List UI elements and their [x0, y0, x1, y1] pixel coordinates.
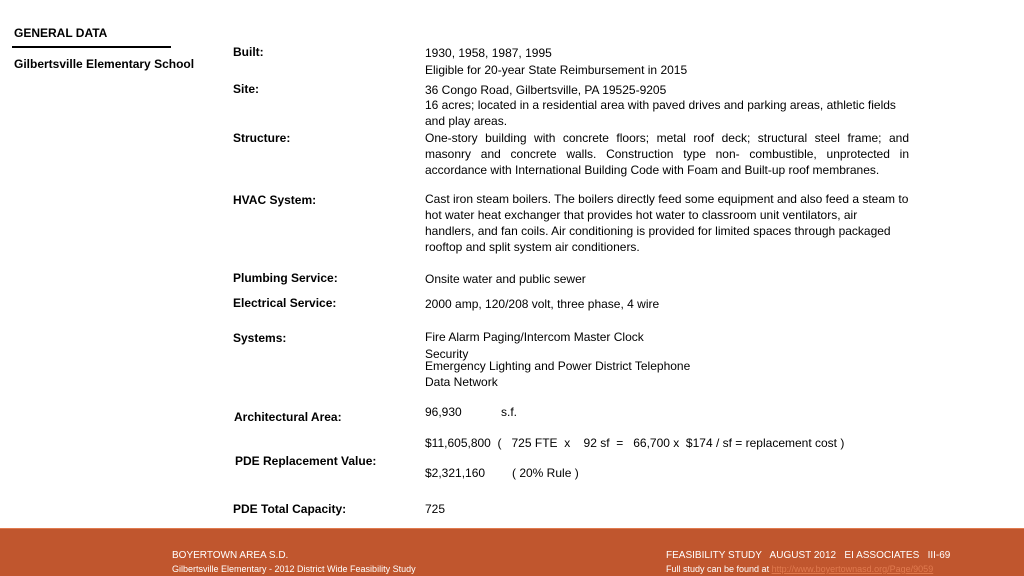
- electrical-label: Electrical Service:: [233, 296, 337, 310]
- hvac-label: HVAC System:: [233, 193, 317, 207]
- architectural-area-unit: s.f.: [501, 405, 518, 419]
- structure-label: Structure:: [233, 131, 291, 145]
- site-address: 36 Congo Road, Gilbertsville, PA 19525-9205: [425, 83, 667, 97]
- built-label: Built:: [233, 45, 264, 59]
- built-years: 1930, 1958, 1987, 1995: [425, 46, 552, 60]
- footer-full-study: [666, 564, 933, 574]
- pde-capacity-value: 725: [425, 502, 446, 516]
- systems-line-4: Data Network: [425, 375, 498, 389]
- architectural-area-label: Architectural Area:: [234, 410, 342, 424]
- footer-full-study-prefix: Full study can be found at: [666, 564, 770, 574]
- pde-replacement-amount: $2,321,160: [425, 466, 486, 480]
- built-note: Eligible for 20-year State Reimbursement in 2015: [425, 63, 688, 77]
- pde-replacement-formula: $11,605,800 ( 725 FTE x 92 sf = 66,700 x $174 / sf = replacement cost ): [425, 436, 845, 450]
- school-name: Gilbertsville Elementary School: [14, 57, 195, 71]
- full-study-link[interactable]: http://www.boyertownasd.org/Page/9059: [771, 564, 934, 574]
- pde-replacement-label: PDE Replacement Value:: [235, 454, 377, 468]
- architectural-area-value: 96,930: [425, 405, 462, 419]
- hvac-description: Cast iron steam boilers. The boilers directly feed some equipment and also feed a steam to hot water heat exchanger that provides hot water to classroom unit ventilators, air handlers, and fan coils. Air conditioning is provided for limited spaces through packaged rooftop and split system air conditioners.: [425, 192, 909, 254]
- systems-line-1: Fire Alarm Paging/Intercom Master Clock: [425, 330, 644, 344]
- pde-capacity-label: PDE Total Capacity:: [233, 502, 347, 516]
- section-divider: [12, 46, 171, 48]
- systems-label: Systems:: [233, 331, 287, 345]
- structure-description: One-story building with concrete floors; metal roof deck; structural steel frame; and masonry and concrete walls. Construction type non- combustible, unprotected in accordance with International Building Code with Foam and Built-up roof membranes.: [425, 131, 909, 177]
- site-label: Site:: [233, 82, 260, 96]
- systems-line-2: Security: [425, 347, 469, 361]
- footer-study-title: Gilbertsville Elementary - 2012 District Wide Feasibility Study: [172, 564, 416, 574]
- plumbing-label: Plumbing Service:: [233, 271, 338, 285]
- section-title: GENERAL DATA: [14, 26, 108, 40]
- footer-feasibility-info: FEASIBILITY STUDY AUGUST 2012 EI ASSOCIATES III-69: [666, 550, 951, 561]
- plumbing-value: Onsite water and public sewer: [425, 272, 586, 286]
- footer-district: BOYERTOWN AREA S.D.: [172, 550, 289, 561]
- systems-line-3: Emergency Lighting and Power District Telephone: [425, 359, 691, 373]
- pde-replacement-rule: ( 20% Rule ): [512, 466, 579, 480]
- site-description: 16 acres; located in a residential area with paved drives and parking areas, athletic fields and play areas.: [425, 98, 896, 128]
- electrical-value: 2000 amp, 120/208 volt, three phase, 4 wire: [425, 297, 660, 311]
